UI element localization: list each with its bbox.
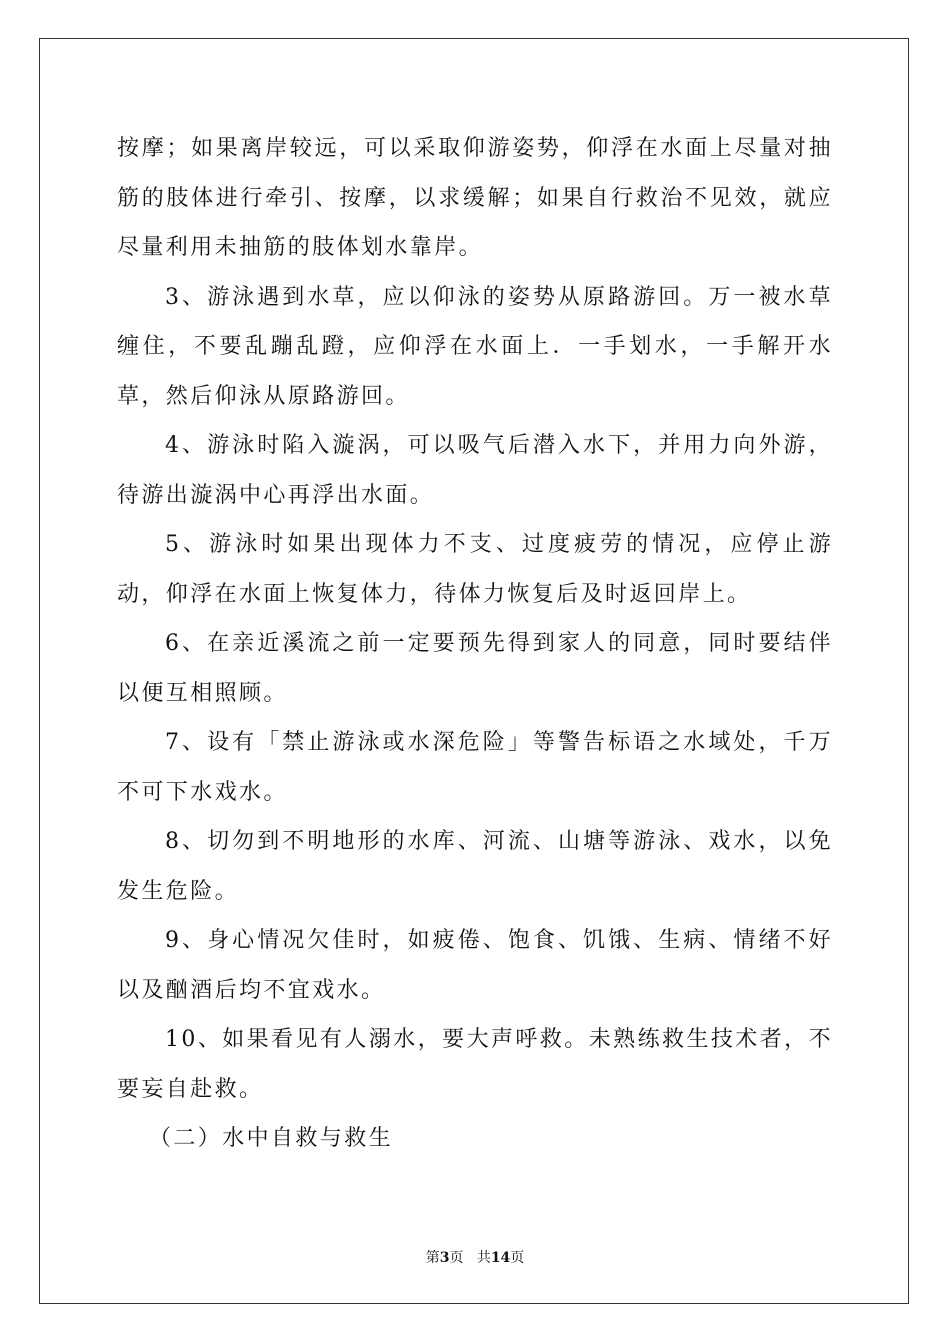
paragraph-continuation: 按摩；如果离岸较远，可以采取仰游姿势，仰浮在水面上尽量对抽筋的肢体进行牵引、按摩，以求缓解；如果自行救治不见效，就应尽量利用未抽筋的肢体划水靠岸。 [117, 136, 833, 260]
paragraph-item-4: 4、游泳时陷入漩涡，可以吸气后潜入水下，并用力向外游，待游出漩涡中心再浮出水面。 [117, 433, 833, 508]
paragraph-item-5: 5、游泳时如果出现体力不支、过度疲劳的情况，应停止游动，仰浮在水面上恢复体力，待体力恢复后及时返回岸上。 [117, 532, 833, 607]
paragraph-item-9: 9、身心情况欠佳时，如疲倦、饱食、饥饿、生病、情绪不好以及酗酒后均不宜戏水。 [117, 928, 833, 1003]
paragraph-item-6: 6、在亲近溪流之前一定要预先得到家人的同意，同时要结伴以便互相照顾。 [117, 631, 833, 706]
paragraph-item-10: 10、如果看见有人溺水，要大声呼救。未熟练救生技术者，不要妄自赴救。 [117, 1027, 833, 1102]
footer-page-prefix: 第 [425, 1250, 440, 1266]
paragraph-item-3: 3、游泳遇到水草，应以仰泳的姿势从原路游回。万一被水草缠住，不要乱蹦乱蹬，应仰浮在水面上．一手划水，一手解开水草，然后仰泳从原路游回。 [117, 284, 833, 409]
footer-total-prefix: 共 [476, 1250, 491, 1266]
footer-total-pages: 14 [490, 1250, 511, 1266]
document-body [117, 124, 833, 1164]
paragraph-item-7: 7、设有「禁止游泳或水深危险」等警告标语之水域处，千万不可下水戏水。 [117, 730, 833, 805]
paragraph-item-8: 8、切勿到不明地形的水库、河流、山塘等游泳、戏水，以免发生危险。 [117, 829, 833, 904]
page-footer [0, 1247, 950, 1267]
section-heading: （二）水中自救与救生 [149, 1126, 394, 1151]
footer-page-number: 3 [439, 1250, 450, 1266]
footer-total-suffix: 页 [510, 1250, 525, 1266]
footer-page-suffix: 页 [449, 1250, 464, 1266]
